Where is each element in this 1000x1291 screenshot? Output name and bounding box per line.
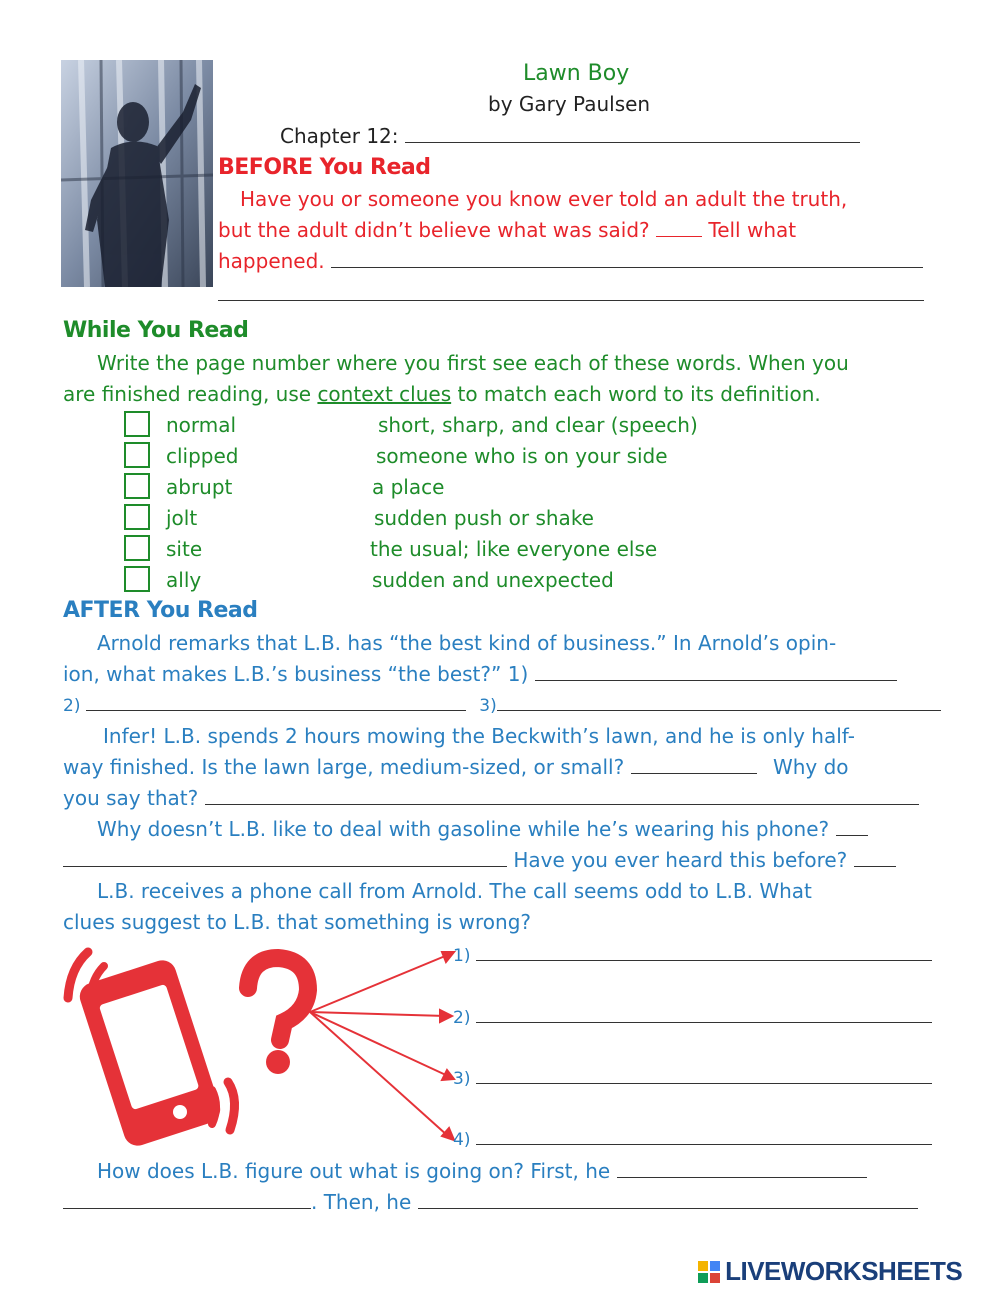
clue-line-1 bbox=[453, 940, 932, 972]
after-q1-line-3 bbox=[63, 690, 941, 722]
arrows-icon bbox=[310, 952, 454, 1140]
match-box-jolt[interactable] bbox=[124, 504, 150, 530]
phone-question-graphic bbox=[60, 940, 480, 1150]
chapter-label: Chapter 12: bbox=[280, 124, 399, 148]
book-title: Lawn Boy bbox=[523, 61, 630, 86]
q5-text: How does L.B. figure out what is going on? First, he bbox=[97, 1159, 611, 1183]
vocab-word: jolt bbox=[166, 506, 198, 530]
q2-text: way finished. Is the lawn large, medium-sized, or small? bbox=[63, 755, 625, 779]
chapter-blank[interactable] bbox=[405, 122, 860, 143]
liveworksheets-brand: LIVEWORKSHEETS bbox=[725, 1256, 963, 1286]
vocab-word: ally bbox=[166, 568, 202, 592]
q3-blank-2[interactable] bbox=[63, 846, 507, 867]
question-mark-icon bbox=[248, 958, 308, 1074]
after-q1-text: ion, what makes L.B.’s business “the best?” 1) bbox=[63, 662, 529, 686]
q1-answer-1[interactable] bbox=[535, 660, 897, 681]
before-yes-no-blank[interactable] bbox=[656, 216, 702, 237]
before-line-1: Have you or someone you know ever told an adult the truth, bbox=[240, 187, 848, 211]
before-question: but the adult didn’t believe what was said? bbox=[218, 218, 650, 242]
liveworksheets-logo-icon bbox=[698, 1261, 720, 1283]
vocab-definition: the usual; like everyone else bbox=[370, 537, 658, 561]
before-line-2 bbox=[218, 215, 796, 246]
after-q2-line-3 bbox=[63, 783, 919, 814]
match-box-abrupt[interactable] bbox=[124, 473, 150, 499]
clue-blank-1[interactable] bbox=[476, 940, 932, 961]
clue-blank-3[interactable] bbox=[476, 1063, 932, 1084]
before-line-3 bbox=[218, 246, 923, 277]
vocab-definition: someone who is on your side bbox=[376, 444, 668, 468]
after-q4-line-1: L.B. receives a phone call from Arnold. The call seems odd to L.B. What bbox=[97, 879, 812, 903]
q1-number-2: 2) bbox=[63, 696, 81, 716]
after-q2-line-1: Infer! L.B. spends 2 hours mowing the Beckwith’s lawn, and he is only half- bbox=[103, 724, 855, 748]
clue-line-4 bbox=[453, 1124, 932, 1156]
before-tell: Tell what bbox=[708, 218, 797, 242]
before-answer-blank-2[interactable] bbox=[218, 300, 924, 301]
ringing-phone-icon bbox=[68, 952, 235, 1149]
match-box-site[interactable] bbox=[124, 535, 150, 561]
after-q3-line-2 bbox=[63, 845, 896, 876]
q3-heard: Have you ever heard this before? bbox=[513, 848, 848, 872]
vocab-word: site bbox=[166, 537, 203, 561]
q1-answer-3[interactable] bbox=[497, 690, 941, 711]
book-author: by Gary Paulsen bbox=[488, 92, 651, 116]
vocab-word: abrupt bbox=[166, 475, 233, 499]
q5-first-blank[interactable] bbox=[617, 1157, 867, 1178]
vocab-definition: short, sharp, and clear (speech) bbox=[378, 413, 698, 437]
match-box-normal[interactable] bbox=[124, 411, 150, 437]
after-q3-line-1 bbox=[97, 814, 868, 845]
before-happened: happened. bbox=[218, 249, 325, 273]
q1-answer-2[interactable] bbox=[86, 690, 466, 711]
context-clues-link: context clues bbox=[317, 382, 452, 406]
silhouette-photo bbox=[61, 60, 213, 287]
vocab-definition: a place bbox=[372, 475, 445, 499]
clue-line-3 bbox=[453, 1063, 932, 1095]
clue-number: 1) bbox=[453, 946, 471, 966]
while-heading: While You Read bbox=[63, 318, 249, 343]
before-answer-blank-1[interactable] bbox=[331, 247, 923, 268]
clue-blank-2[interactable] bbox=[476, 1002, 932, 1023]
q2-reason-blank[interactable] bbox=[205, 784, 919, 805]
while-text-b: to match each word to its definition. bbox=[457, 382, 821, 406]
after-q2-line-2 bbox=[63, 752, 849, 783]
while-text-a: are finished reading, use bbox=[63, 382, 312, 406]
q3-heard-blank[interactable] bbox=[854, 846, 896, 867]
q5-then: . Then, he bbox=[311, 1190, 412, 1214]
after-heading: AFTER You Read bbox=[63, 598, 258, 623]
clue-number: 4) bbox=[453, 1130, 471, 1150]
vocab-word: clipped bbox=[166, 444, 239, 468]
clue-blank-4[interactable] bbox=[476, 1124, 932, 1145]
vocab-word: normal bbox=[166, 413, 237, 437]
after-q4-line-2: clues suggest to L.B. that something is wrong? bbox=[63, 910, 532, 934]
while-line-2 bbox=[63, 379, 821, 410]
clue-number: 3) bbox=[453, 1069, 471, 1089]
clue-number: 2) bbox=[453, 1008, 471, 1028]
q2-why: Why do bbox=[772, 755, 849, 779]
before-heading: BEFORE You Read bbox=[218, 155, 431, 180]
after-q1-line-1: Arnold remarks that L.B. has “the best kind of business.” In Arnold’s opin- bbox=[97, 631, 837, 655]
match-box-ally[interactable] bbox=[124, 566, 150, 592]
while-line-1: Write the page number where you first see each of these words. When you bbox=[97, 351, 849, 375]
after-q5-line-1 bbox=[97, 1156, 867, 1187]
after-q5-line-2 bbox=[63, 1187, 918, 1218]
vocab-definition: sudden and unexpected bbox=[372, 568, 614, 592]
q2-say: you say that? bbox=[63, 786, 199, 810]
vocab-definition: sudden push or shake bbox=[374, 506, 594, 530]
q5-then-blank[interactable] bbox=[418, 1188, 918, 1209]
clue-line-2 bbox=[453, 1002, 932, 1034]
liveworksheets-logo bbox=[698, 1256, 962, 1286]
q3-text: Why doesn’t L.B. like to deal with gasoline while he’s wearing his phone? bbox=[97, 817, 830, 841]
after-q1-line-2 bbox=[63, 659, 897, 690]
q1-number-3: 3) bbox=[479, 696, 497, 716]
q2-size-blank[interactable] bbox=[631, 753, 757, 774]
match-box-clipped[interactable] bbox=[124, 442, 150, 468]
q3-blank-1[interactable] bbox=[836, 815, 868, 836]
q5-first-blank-cont[interactable] bbox=[63, 1188, 311, 1209]
chapter-line bbox=[280, 122, 860, 148]
